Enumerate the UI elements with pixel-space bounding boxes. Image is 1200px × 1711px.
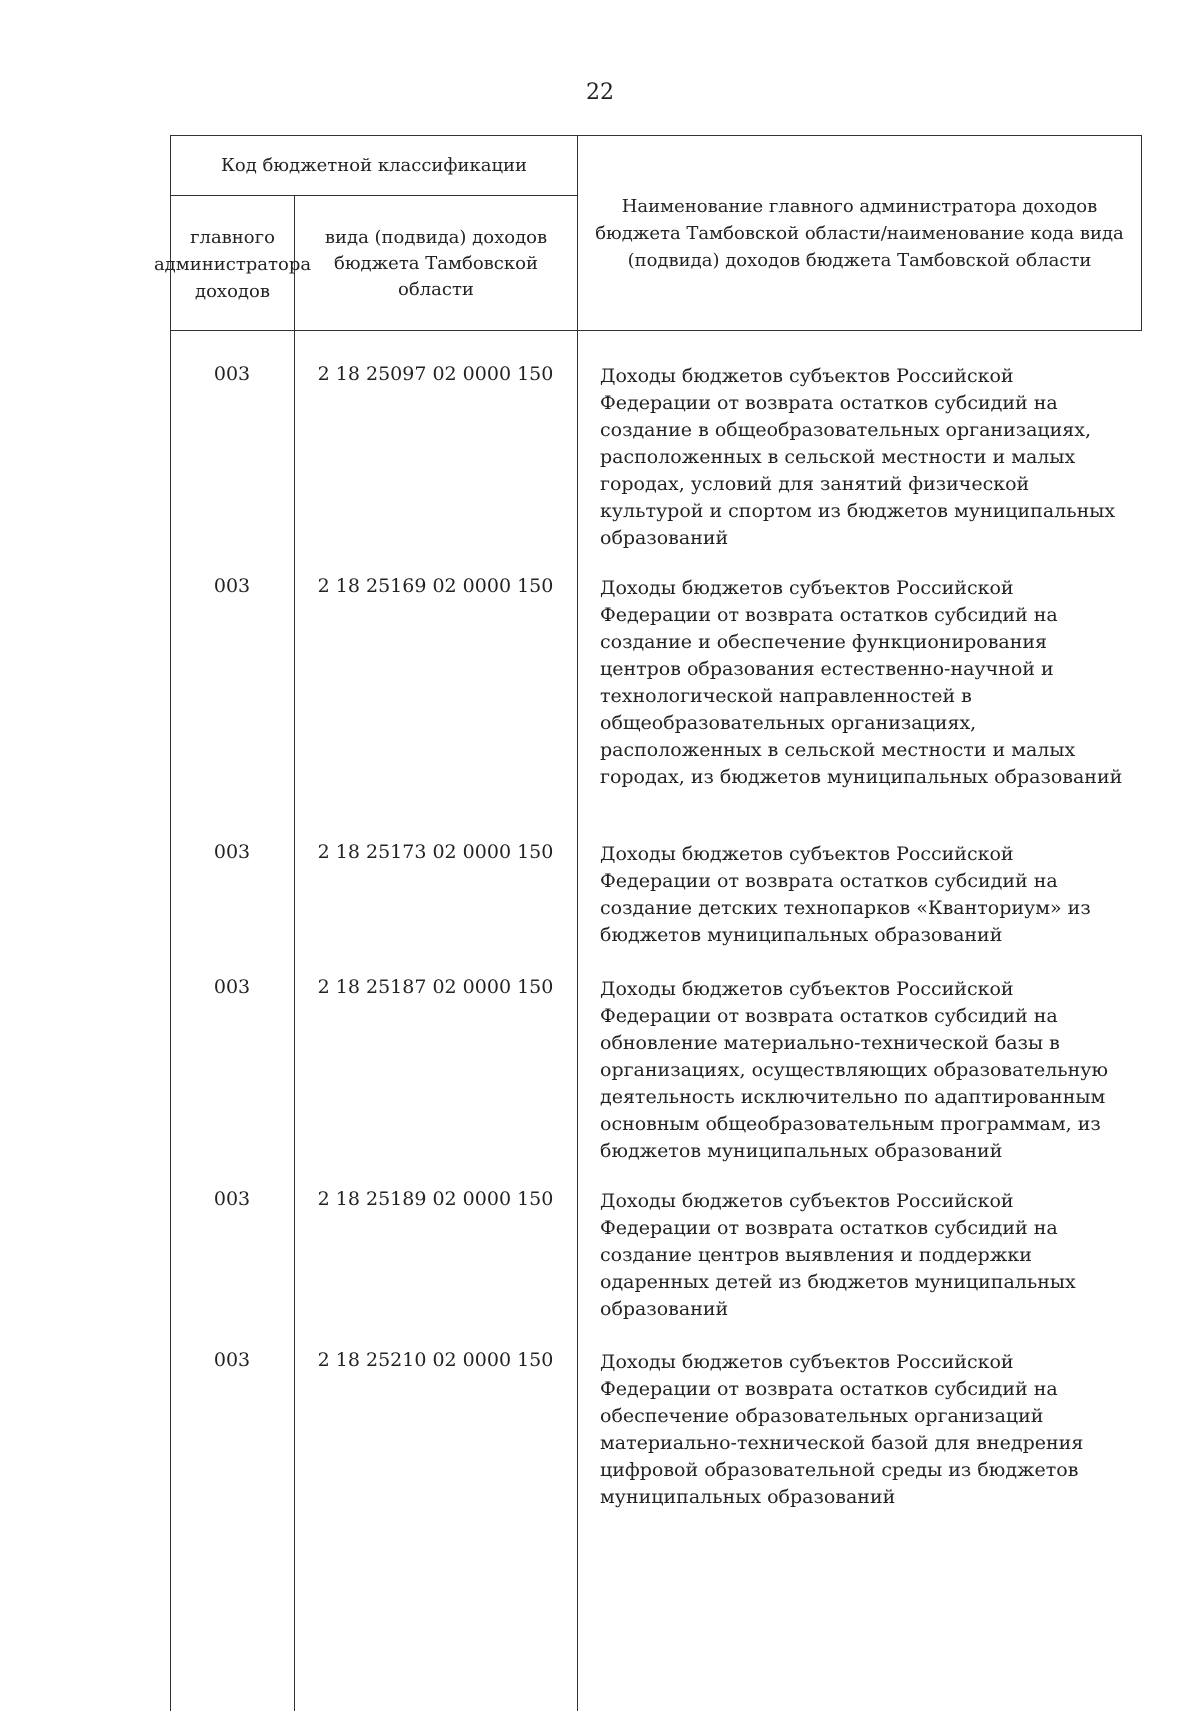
- income-code-cell: 2 18 25173 02 0000 150: [317, 841, 554, 863]
- admin-code-cell: 003: [213, 1349, 251, 1371]
- description-cell: Доходы бюджетов субъектов Российской Федерации от возврата остатков субсидий на создание в общеобразовательных организациях, расположенных в сельской местности и малых городах, условий для занятий физической культурой и спортом из бюджетов муниципальных образований: [600, 365, 1116, 549]
- income-code-cell: 2 18 25187 02 0000 150: [317, 976, 554, 998]
- header-budget-classification-code: Код бюджетной классификации: [171, 136, 578, 196]
- description-cell: Доходы бюджетов субъектов Российской Федерации от возврата остатков субсидий на создание центров выявления и поддержки одаренных детей из бюджетов муниципальных образований: [600, 1190, 1076, 1320]
- table-header: [153, 135, 1142, 331]
- admin-code-cell: 003: [213, 575, 251, 597]
- header-income-type: вида (подвида) доходов бюджета Тамбовской области: [295, 196, 578, 332]
- income-code-cell: 2 18 25189 02 0000 150: [317, 1188, 554, 1210]
- income-code-cell: 2 18 25169 02 0000 150: [317, 575, 554, 597]
- description-cell: Доходы бюджетов субъектов Российской Федерации от возврата остатков субсидий на обновление материально-технической базы в организациях, осуществляющих образовательную деятельность исключительно по адаптированным основным общеобразовательным программам, из бюджетов муниципальных образований: [600, 978, 1109, 1162]
- admin-code-cell: 003: [213, 841, 251, 863]
- description-cell: Доходы бюджетов субъектов Российской Федерации от возврата остатков субсидий на создание детских технопарков «Кванториум» из бюджетов муниципальных образований: [600, 843, 1091, 946]
- column-divider: [170, 331, 171, 1711]
- column-divider: [577, 331, 578, 1711]
- header-chief-administrator: главного администратора доходов: [171, 196, 295, 332]
- page-number: 22: [586, 80, 614, 105]
- admin-code-cell: 003: [213, 363, 251, 385]
- description-cell: Доходы бюджетов субъектов Российской Федерации от возврата остатков субсидий на создание и обеспечение функционирования центров образования естественно-научной и технологической направленностей в общеобразовательных организациях, расположенных в сельской местности и малых городах, из бюджетов муниципальных образований: [600, 577, 1123, 788]
- column-divider: [294, 331, 295, 1711]
- table-body: [170, 331, 1142, 1711]
- income-code-cell: 2 18 25097 02 0000 150: [317, 363, 554, 385]
- header-name: Наименование главного администратора доходов бюджета Тамбовской области/наименование кода вида (подвида) доходов бюджета Тамбовской области: [595, 195, 1124, 271]
- description-cell: Доходы бюджетов субъектов Российской Федерации от возврата остатков субсидий на обеспечение образовательных организаций материально-технической базой для внедрения цифровой образовательной среды из бюджетов муниципальных образований: [600, 1351, 1084, 1508]
- admin-code-cell: 003: [213, 976, 251, 998]
- budget-code-table: [153, 135, 1142, 1508]
- income-code-cell: 2 18 25210 02 0000 150: [317, 1349, 554, 1371]
- admin-code-cell: 003: [213, 1188, 251, 1210]
